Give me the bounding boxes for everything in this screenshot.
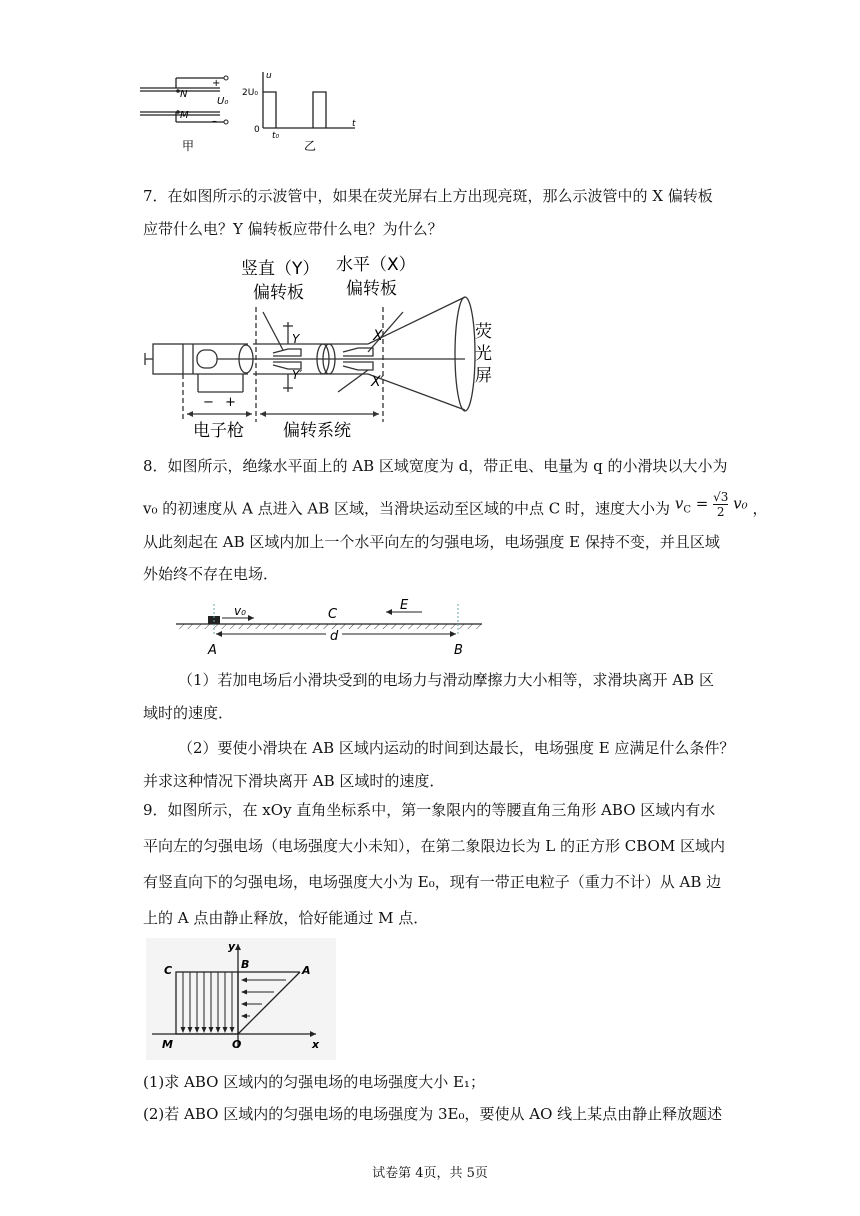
q7-line2: 应带什么电？Y 偏转板应带什么电？为什么？ xyxy=(143,220,443,238)
q9-sub2: (2)若 ABO 区域内的匀强电场的电场强度为 3E₀，要使从 AO 线上某点由静止释放题述 xyxy=(143,1105,723,1123)
figure-oscilloscope xyxy=(143,252,503,442)
q8-sub2-line2: 并求这种情况下滑块离开 AB 区域时的速度． xyxy=(143,772,445,790)
label-n: N xyxy=(180,89,188,100)
label-o: O xyxy=(232,1038,242,1051)
label-c: C xyxy=(328,607,338,622)
label-screen-2: 光 xyxy=(475,344,492,364)
q9-line1: 9．如图所示，在 xOy 直角坐标系中，第一象限内的等腰直角三角形 ABO 区域内有水 xyxy=(143,801,716,819)
label-m: M xyxy=(162,1038,173,1051)
q8-sub2-line1: （2）要使小滑块在 AB 区域内运动的时间到达最长，电场强度 E 应满足什么条件？ xyxy=(178,739,735,757)
label-screen-3: 屏 xyxy=(475,366,492,386)
label-d: d xyxy=(330,629,339,644)
figure-plates-voltage xyxy=(140,66,370,156)
label-y: Y xyxy=(292,332,300,346)
label-gun-plus: + xyxy=(225,395,236,410)
label-b: B xyxy=(454,643,463,658)
q9-line4: 上的 A 点由静止释放，恰好能通过 M 点． xyxy=(143,909,429,927)
q8-line2-text: v₀ 的初速度从 A 点进入 AB 区域，当滑块运动至区域的中点 C 时，速度大小为 xyxy=(143,499,671,518)
label-x: X xyxy=(373,328,383,344)
label-x-prime: X′ xyxy=(371,374,384,390)
label-plus: + xyxy=(212,78,221,89)
q8-line1: 8．如图所示，绝缘水平面上的 AB 区域宽度为 d，带正电、电量为 q 的小滑块以大小为 xyxy=(143,457,728,475)
label-minus: – xyxy=(212,116,217,127)
figure-track xyxy=(176,598,486,658)
label-2u0: 2U₀ xyxy=(242,88,258,98)
label-vertical-plate: 竖直（Y） xyxy=(241,259,320,279)
caption-yi: 乙 xyxy=(304,139,317,153)
label-a: A xyxy=(302,964,311,977)
label-u0: U₀ xyxy=(217,96,229,107)
label-zero: 0 xyxy=(254,125,260,135)
label-screen-1: 荧 xyxy=(475,322,492,342)
label-v0: v₀ xyxy=(234,604,246,618)
label-b: B xyxy=(241,958,250,971)
label-deflection-system: 偏转系统 xyxy=(283,421,351,441)
label-vertical-plate-2: 偏转板 xyxy=(253,283,304,303)
label-t0: t₀ xyxy=(272,131,280,141)
q9-sub1: (1)求 ABO 区域内的匀强电场的电场强度大小 E₁； xyxy=(143,1073,485,1091)
label-a: A xyxy=(208,643,217,658)
q9-line2: 平向左的匀强电场（电场强度大小未知），在第二象限边长为 L 的正方形 CBOM 区域内 xyxy=(143,837,725,855)
label-c: C xyxy=(164,964,173,977)
page-footer: 试卷第 4页，共 5页 xyxy=(372,1166,488,1181)
q8-sub1-line1: （1）若加电场后小滑块受到的电场力与滑动摩擦力大小相等，求滑块离开 AB 区 xyxy=(178,671,714,689)
label-m: M xyxy=(180,110,189,121)
label-x-axis: x xyxy=(312,1038,320,1051)
label-u: u xyxy=(266,71,272,81)
q8-sub1-line2: 域时的速度． xyxy=(143,704,234,722)
q8-line2 xyxy=(143,490,768,525)
label-gun-minus: − xyxy=(203,395,214,410)
label-horizontal-plate: 水平（X） xyxy=(336,255,416,275)
caption-jia: 甲 xyxy=(182,139,195,153)
q8-line3: 从此刻起在 AB 区域内加上一个水平向左的匀强电场，电场强度 E 保持不变，并且区域 xyxy=(143,533,720,551)
label-horizontal-plate-2: 偏转板 xyxy=(346,279,397,299)
label-y-axis: y xyxy=(228,940,236,953)
q9-line3: 有竖直向下的匀强电场，电场强度大小为 E₀，现有一带正电粒子（重力不计）从 AB 边 xyxy=(143,873,722,891)
figure-coordinate-field xyxy=(146,938,336,1060)
label-e: E xyxy=(400,598,409,613)
label-y-prime: Y′ xyxy=(292,368,303,382)
q7-line1: 7．在如图所示的示波管中，如果在荧光屏右上方出现亮斑，那么示波管中的 X 偏转板 xyxy=(143,187,713,205)
q8-formula: $v_C$ = $\frac{√3}{2}$ v₀ xyxy=(674,490,748,519)
label-electron-gun: 电子枪 xyxy=(193,421,244,441)
label-t: t xyxy=(352,119,356,129)
q8-line4: 外始终不存在电场． xyxy=(143,565,279,583)
q8-line2-end: ， xyxy=(752,499,768,518)
